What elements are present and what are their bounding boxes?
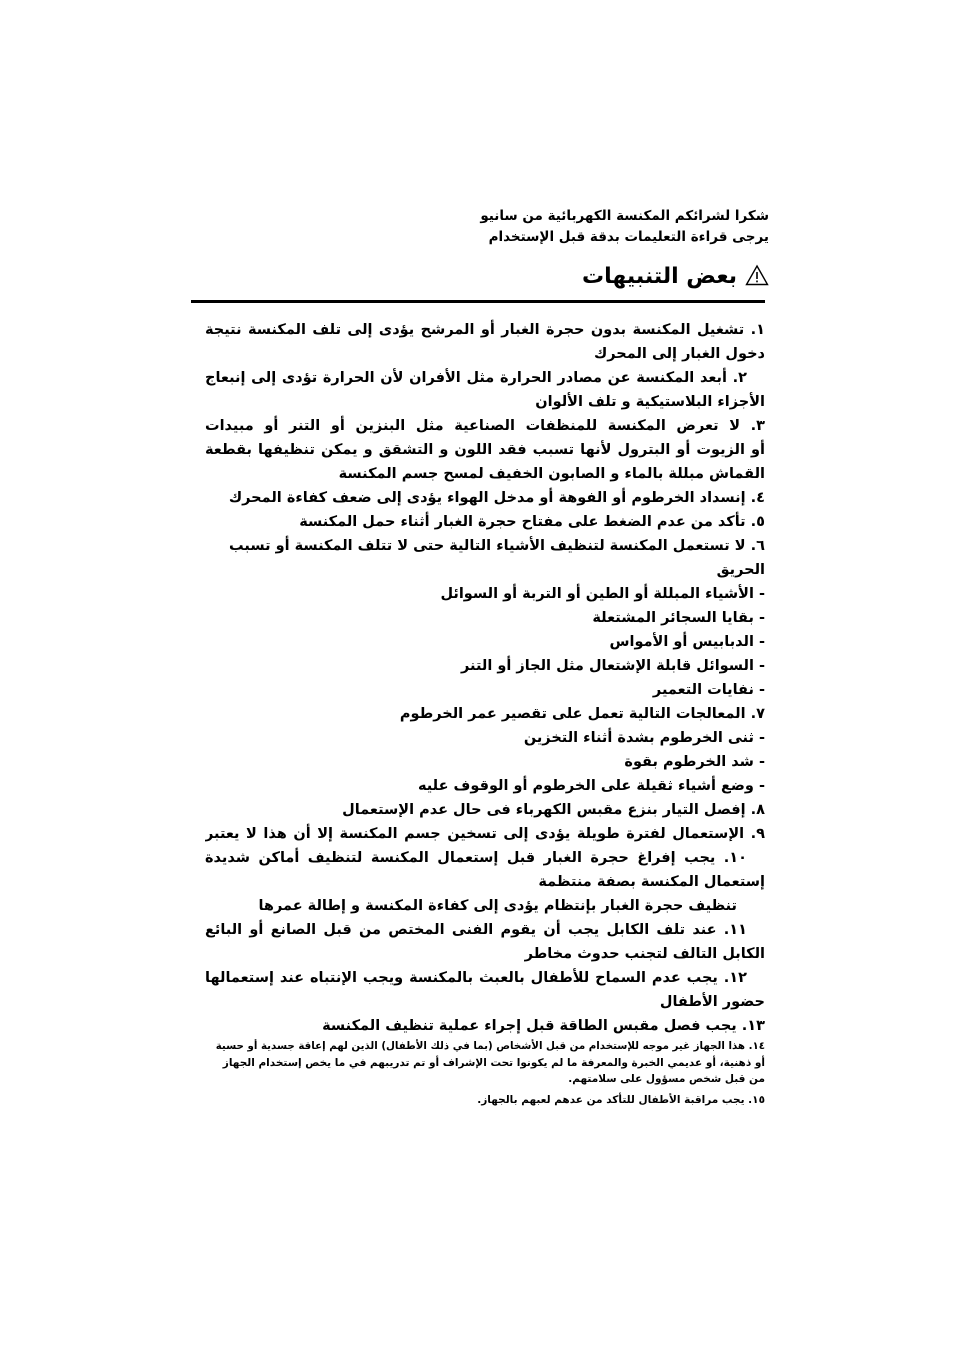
text-line-small: ١٥. يجب مراقبة الأطفال للتأكد من عدهم لعبهم بالجهاز.	[477, 1093, 765, 1106]
text-line: ٧. المعالجات التالية تعمل على تقصير عمر الخرطوم	[399, 706, 765, 722]
precautions-list	[205, 318, 765, 1108]
text-line: ٢. أبعد المكنسة عن مصادر الحرارة مثل الأفران لأن الحرارة تؤدى إلى إنبعاج	[205, 370, 747, 386]
text-line: ٣. لا تعرض المكنسة للمنظفات الصناعية مثل البنزين أو التنر أو مبيدات	[205, 418, 765, 434]
text-line: الأجزاء البلاستيكية و تلف الألوان	[535, 394, 765, 410]
text-line: - نفايات التعمير	[652, 682, 765, 698]
text-line: - وضع أشياء ثقيلة على الخرطوم أو الوقوف عليه	[417, 778, 765, 794]
section-heading	[169, 262, 769, 295]
text-line: الحريق	[716, 562, 765, 578]
text-line: ١١. عند تلف الكابل يجب أن يقوم الفنى المختص من قبل الصانع أو البائع	[205, 922, 747, 938]
text-line: ١. تشغيل المكنسة بدون حجرة الغبار أو المرشح يؤدى إلى تلف المكنسة نتيجة	[205, 322, 765, 338]
text-line: ١٢. يجب عدم السماح للأطفال بالعبث بالمكنسة ويجب الإنتباه عند إستعمالها	[205, 970, 747, 986]
heading-divider	[191, 300, 765, 303]
text-line: ٤. إنسداد الخرطوم أو الفوهة أو مدخل الهواء يؤدى إلى ضعف كفاءة المحرك	[228, 490, 765, 506]
warning-triangle-icon	[745, 264, 769, 295]
intro-line: يرجى قراءة التعليمات بدقة قبل الإستخدام	[488, 229, 769, 245]
heading-title: بعض التنبيهات	[582, 264, 737, 289]
text-line: الكابل التالف لتجنب حدوث مخاطر	[524, 946, 765, 962]
text-line-small: أو ذهنية، أو عديمي الخبرة والمعرفة ما لم يكونوا تحت الإشراف أو تم تدريبهم في ما يخص إستخدام الجهاز	[222, 1056, 765, 1069]
text-line: - الدبابيس أو الأمواس	[609, 634, 765, 650]
text-line: دخول الغبار إلى المحرك	[594, 346, 765, 362]
text-line: - السوائل قابلة الإشتعال مثل الجاز أو التنر	[461, 658, 765, 674]
text-line: القماش مبللة بالماء و الصابون الخفيف لمسح جسم المكنسة	[338, 466, 765, 482]
text-line: ١٣. يجب فصل مقبس الطاقة قبل إجراء عملية تنظيف المكنسة	[322, 1018, 765, 1034]
text-line: تنظيف حجرة الغبار بإنتظام يؤدى إلى كفاءة المكنسة و إطالة عمرها	[258, 898, 737, 914]
text-line: ١٠. يجب إفراغ حجرة الغبار قبل إستعمال المكنسة لتنظيف أماكن شديدة	[205, 850, 747, 866]
text-line: - الأشياء المبللة أو الطين أو التربة أو السوائل	[440, 586, 765, 602]
text-line: - ثنى الخرطوم بشدة أثناء التخزين	[523, 730, 765, 746]
intro-text	[169, 206, 769, 248]
text-line: حضور الأطفال	[659, 994, 765, 1010]
text-line: أو الزيوت أو البترول لأنها تسبب فقد اللون و التشقق و يمكن تنظيفها بقطعة	[205, 442, 765, 458]
text-line: ٥. تأكد من عدم الضغط على مفتاح حجرة الغبار أثناء حمل المكنسة	[299, 514, 765, 530]
text-line: ٩. الإستعمال لفترة طويلة يؤدى إلى تسخين جسم المكنسة إلا أن هذا لا يعتبر	[205, 826, 765, 842]
text-line: ٨. إفصل التيار بنزع مقبس الكهرباء فى حال عدم الإستعمال	[342, 802, 765, 818]
text-line: ٦. لا تستعمل المكنسة لتنظيف الأشياء التالية حتى لا تتلف المكنسة أو تسبب	[229, 538, 765, 554]
text-line: إستعمال المكنسة بصفة منتظمة	[538, 874, 765, 890]
text-line-small: ١٤. هذا الجهاز غير موجه للإستخدام من قبل الأشخاص (بما في ذلك الأطفال) الذين لهم إعاقة جسدية أو حسية	[215, 1040, 765, 1052]
text-line: - شد الخرطوم بقوة	[624, 754, 765, 770]
text-line: - بقايا السجائر المشتعلة	[592, 610, 765, 626]
intro-line: شكرا لشرائكم المكنسة الكهربائية من سانيو	[480, 208, 769, 224]
text-line-small: من قبل شخص مسؤول على سلامتهم.	[568, 1073, 765, 1085]
